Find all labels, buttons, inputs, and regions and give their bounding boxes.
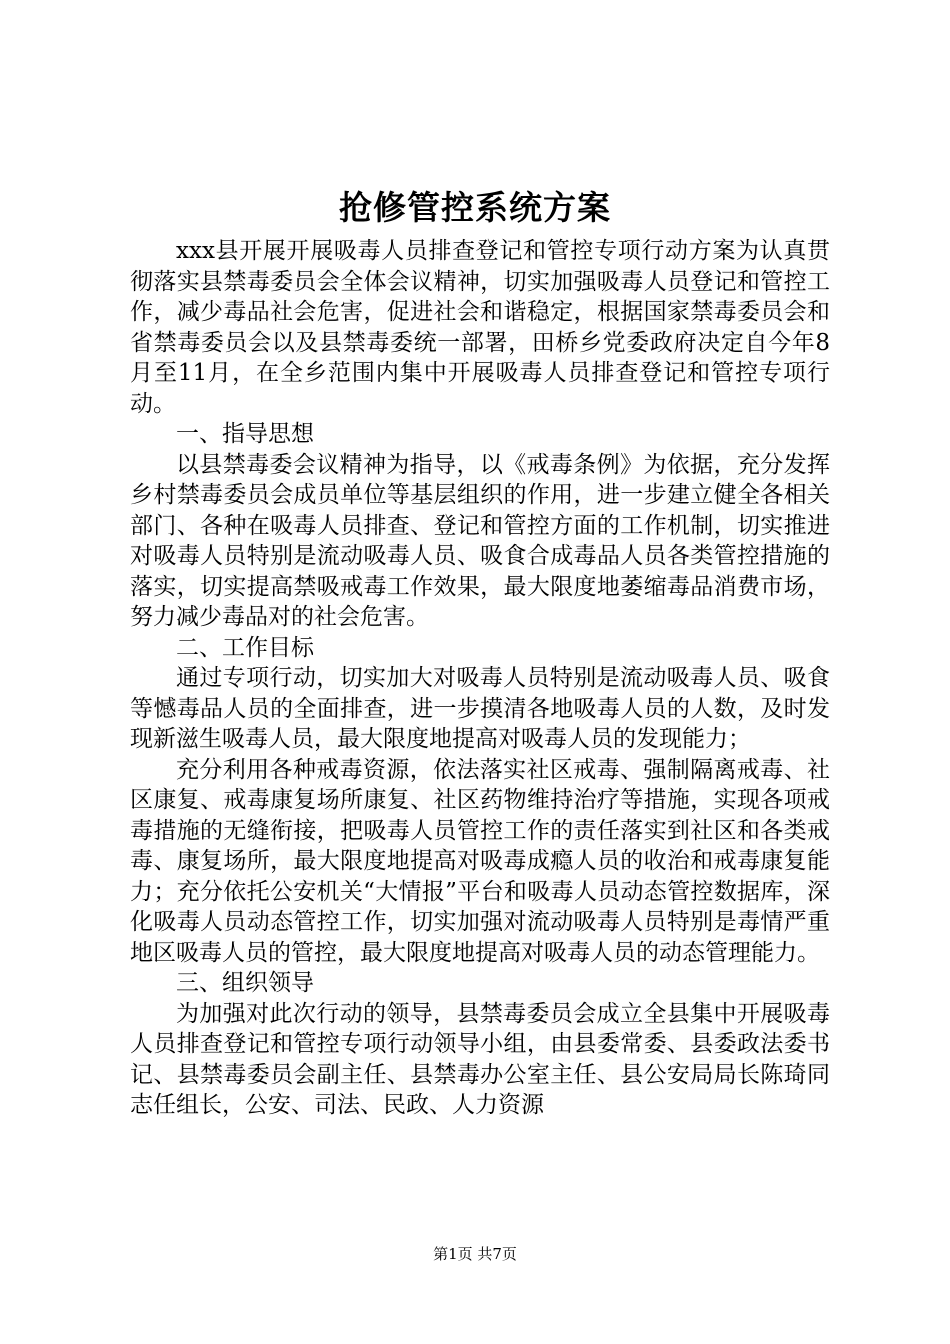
work-goals-paragraph-2: 充分利用各种戒毒资源，依法落实社区戒毒、强制隔离戒毒、社区康复、戒毒康复场所康复、社区药物维持治疗等措施，实现各项戒毒措施的无缝衔接，把吸毒人员管控工作的责任落实到社区和各类戒毒、康复场所，最大限度地提高对吸毒成瘾人员的收治和戒毒康复能力；充分依托公安机关“大情报”平台和吸毒人员动态管控数据库，深化吸毒人员动态管控工作，切实加强对流动吸毒人员特别是毒情严重地区吸毒人员的管控，最大限度地提高对吸毒人员的动态管理能力。 <box>130 756 830 966</box>
organization-paragraph: 为加强对此次行动的领导，县禁毒委员会成立全县集中开展吸毒人员排查登记和管控专项行动领导小组，由县委常委、县委政法委书记、县禁毒委员会副主任、县禁毒办公室主任、县公安局局长陈琦同志任组长，公安、司法、民政、人力资源 <box>130 1000 830 1118</box>
document-body <box>130 236 830 1121</box>
intro-paragraph: xxx县开展开展吸毒人员排查登记和管控专项行动方案为认真贯彻落实县禁毒委员会全体会议精神，切实加强吸毒人员登记和管控工作，减少毒品社会危害，促进社会和谐稳定，根据国家禁毒委员会和省禁毒委员会以及县禁毒委统一部署，田桥乡党委政府决定自今年8月至11月，在全乡范围内集中开展吸毒人员排查登记和管控专项行动。 <box>130 238 830 417</box>
section-heading-work-goals: 二、工作目标 <box>176 634 314 661</box>
guiding-thought-paragraph: 以县禁毒委会议精神为指导，以《戒毒条例》为依据，充分发挥乡村禁毒委员会成员单位等基层组织的作用，进一步建立健全各相关部门、各种在吸毒人员排查、登记和管控方面的工作机制，切实推进对吸毒人员特别是流动吸毒人员、吸食合成毒品人员各类管控措施的落实，切实提高禁吸戒毒工作效果，最大限度地萎缩毒品消费市场，努力减少毒品对的社会危害。 <box>130 451 830 630</box>
page-number-footer: 第1页 共7页 <box>433 1245 517 1263</box>
work-goals-paragraph-1: 通过专项行动，切实加大对吸毒人员特别是流动吸毒人员、吸食等憾毒品人员的全面排查，进一步摸清各地吸毒人员的人数，及时发现新滋生吸毒人员，最大限度地提高对吸毒人员的发现能力； <box>130 665 830 752</box>
section-heading-guiding-thought: 一、指导思想 <box>176 421 314 447</box>
section-heading-organization: 三、组织领导 <box>176 970 314 996</box>
document-title: 抢修管控系统方案 <box>339 188 611 227</box>
